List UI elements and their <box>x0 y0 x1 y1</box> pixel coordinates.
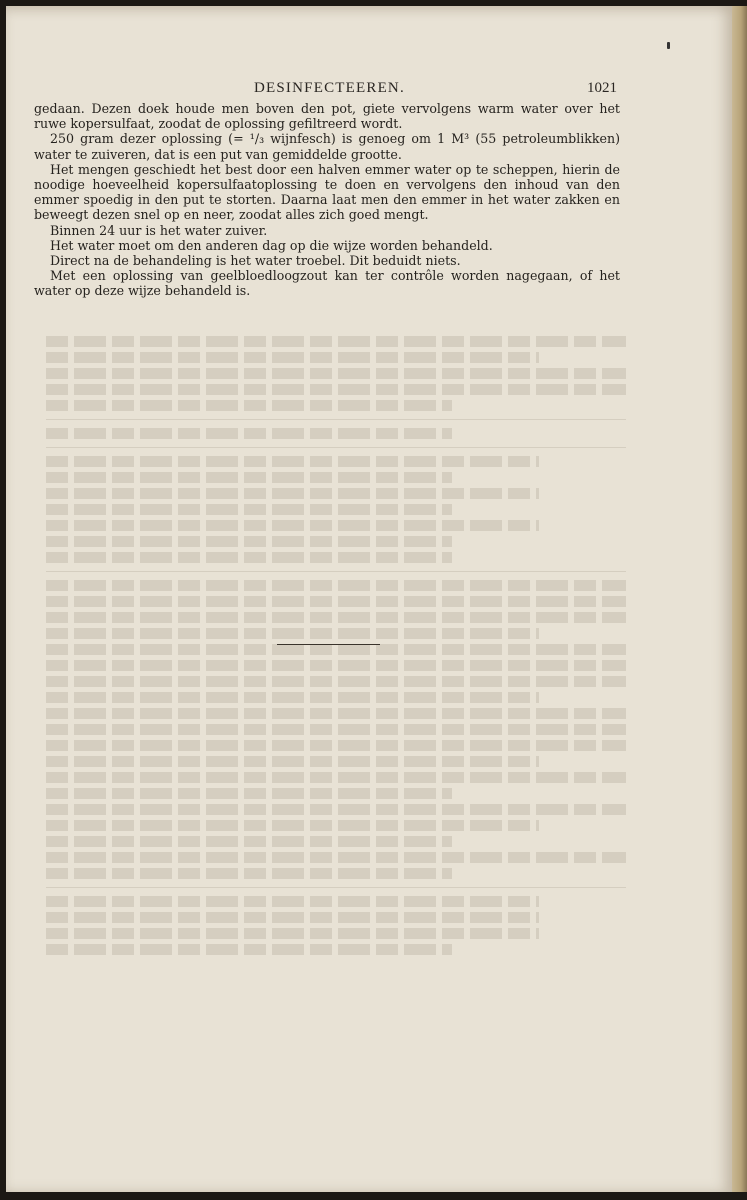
paragraph: Met een oplossing van geelbloedloogzout kan ter contrôle worden nagegaan, of het water op deze wijze behandeld is. <box>34 268 620 299</box>
page-edge <box>732 6 747 1192</box>
section-divider <box>277 644 380 645</box>
ink-speck <box>667 42 670 49</box>
running-head <box>6 78 732 102</box>
paragraph: Het mengen geschiedt het best door een halven emmer water op te scheppen, hierin de noodige hoeveelheid kopersulfaatoplossing te doen en vervolgens den inhoud van den emmer spoedig in den put te storten. Daarna laat men den emmer in het water zakken en beweegt dezen snel op en neer, zoodat alles zich goed mengt. <box>34 161 620 223</box>
paragraph: gedaan. Dezen doek houde men boven den pot, giete vervolgens warm water over het ruwe kopersulfaat, zoodat de oplossing gefiltreerd wordt. <box>34 101 620 132</box>
page-number: 1021 <box>587 80 617 96</box>
paragraph: Direct na de behandeling is het water troebel. Dit beduidt niets. <box>50 253 461 269</box>
body-text <box>34 101 620 299</box>
paragraph: Het water moet om den anderen dag op die wijze worden behandeld. <box>50 237 493 253</box>
chapter-title: DESINFECTEEREN. <box>254 80 405 96</box>
paragraph: 250 gram dezer oplossing (= ¹/₃ wijnfesch) is genoeg om 1 M³ (55 petroleumblikken) water te zuiveren, dat is een put van gemiddelde grootte. <box>34 131 620 162</box>
paragraph: Binnen 24 uur is het water zuiver. <box>50 222 268 238</box>
show-through-text <box>46 336 626 976</box>
book-page <box>6 6 732 1192</box>
